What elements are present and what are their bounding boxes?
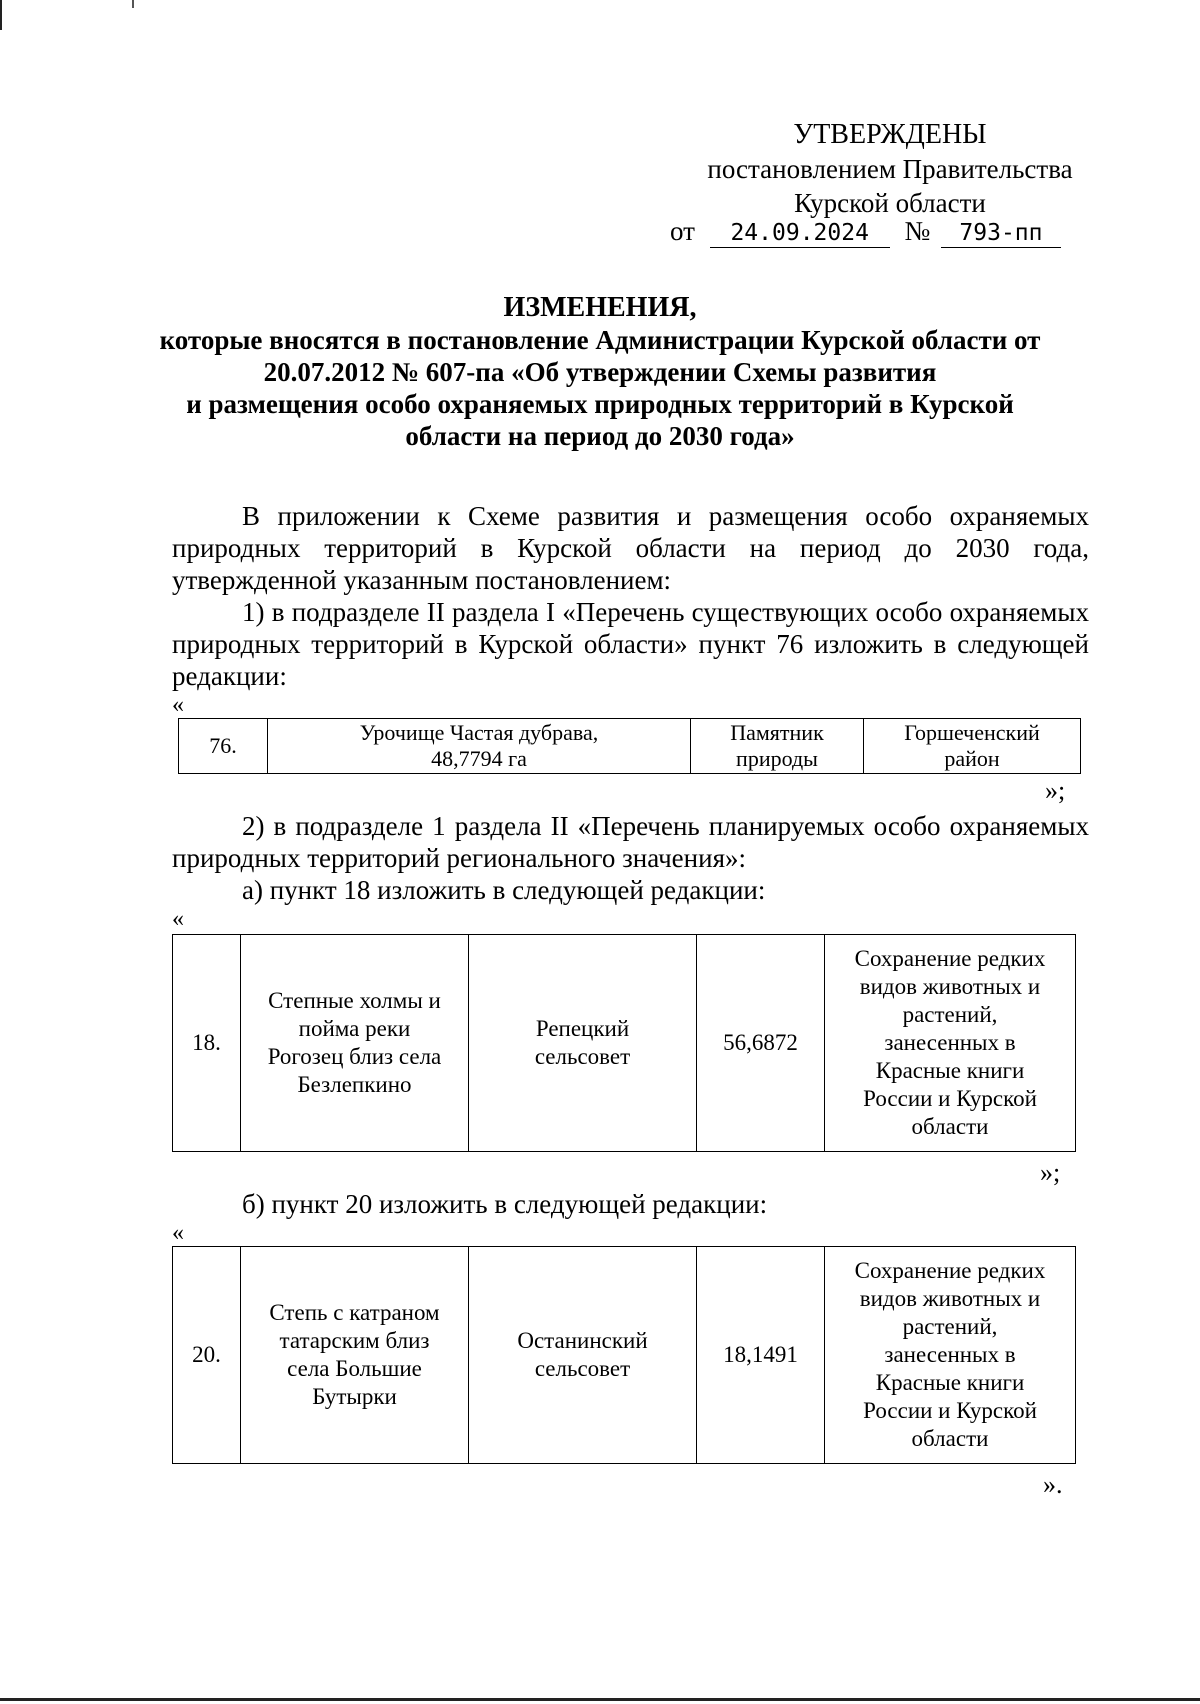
cell-purpose-line: видов животных и	[859, 1286, 1041, 1311]
cell-purpose-line: растений,	[902, 1314, 998, 1339]
cell-purpose-line: России и Курской	[863, 1086, 1037, 1111]
cell-council	[469, 935, 697, 1152]
cell-number: 20.	[173, 1247, 241, 1464]
title-line-4: и размещения особо охраняемых природных территорий в Курской	[186, 389, 1014, 419]
cell-name-line: татарским близ	[279, 1328, 430, 1353]
scan-edge-mark	[0, 0, 2, 30]
open-quote-2: «	[172, 906, 184, 932]
cell-purpose-line: России и Курской	[863, 1398, 1037, 1423]
cell-council-line: Останинский	[517, 1328, 648, 1353]
cell-district-line-2: район	[944, 746, 1000, 771]
intro-paragraph: В приложении к Схеме развития и размещения особо охраняемых природных территорий в Курской области на период до 2030 года, утвержденной указанным постановлением:	[172, 501, 1089, 595]
cell-council	[469, 1247, 697, 1464]
close-quote-final: ».	[1043, 1470, 1063, 1499]
approval-line-2: Курской области	[794, 188, 986, 218]
cell-name-line: Степные холмы и	[268, 988, 441, 1013]
cell-name-line: Безлепкино	[297, 1072, 412, 1097]
item-2a-paragraph: а) пункт 18 изложить в следующей редакции:	[242, 875, 766, 905]
cell-purpose-line: Красные книги	[875, 1058, 1025, 1083]
cell-council-line: Репецкий	[535, 1016, 630, 1041]
cell-area: 56,6872	[697, 935, 825, 1152]
item-1-paragraph: 1) в подразделе II раздела I «Перечень существующих особо охраняемых природных территорий в Курской области» пункт 76 изложить в следующей редакции:	[172, 597, 1089, 691]
cell-purpose-line: Красные книги	[875, 1370, 1025, 1395]
cell-name-line: Рогозец близ села	[267, 1044, 442, 1069]
cell-name-line: села Большие	[287, 1356, 422, 1381]
scan-tick-mark	[132, 0, 134, 8]
title-line-3: 20.07.2012 № 607-па «Об утверждении Схемы развития	[263, 357, 937, 387]
cell-purpose-line: занесенных в	[884, 1030, 1016, 1055]
cell-purpose	[825, 935, 1076, 1152]
title-line-5: области на период до 2030 года»	[405, 421, 795, 451]
cell-number: 76.	[179, 719, 268, 774]
cell-name-line: Степь с катраном	[269, 1300, 440, 1325]
cell-purpose-line: Сохранение редких	[854, 946, 1046, 971]
cell-purpose-line: видов животных и	[859, 974, 1041, 999]
item-2-paragraph: 2) в подразделе 1 раздела II «Перечень планируемых особо охраняемых природных территорий регионального значения»:	[172, 811, 1089, 873]
cell-district-line-1: Горшеченский	[904, 720, 1040, 745]
cell-name	[241, 935, 469, 1152]
cell-purpose-line: занесенных в	[884, 1342, 1016, 1367]
cell-council-line: сельсовет	[534, 1044, 631, 1069]
table-item-76	[178, 718, 1081, 774]
number-prefix: №	[904, 216, 931, 246]
approval-line-1: постановлением Правительства	[707, 154, 1073, 184]
cell-number: 18.	[173, 935, 241, 1152]
cell-name-line-2: 48,7794 га	[431, 746, 527, 771]
table-row	[179, 719, 1081, 774]
document-title	[150, 292, 1050, 452]
table-item-18	[172, 934, 1076, 1152]
approval-number: 793-пп	[941, 219, 1061, 248]
cell-purpose-line: области	[911, 1426, 989, 1451]
cell-district	[864, 719, 1081, 774]
cell-category-line-1: Памятник	[730, 720, 824, 745]
approval-heading: УТВЕРЖДЕНЫ	[793, 119, 987, 150]
cell-purpose	[825, 1247, 1076, 1464]
cell-name-line-1: Урочище Частая дубрава,	[359, 720, 599, 745]
cell-name	[241, 1247, 469, 1464]
cell-purpose-line: растений,	[902, 1002, 998, 1027]
date-prefix: от	[670, 216, 695, 246]
cell-purpose-line: области	[911, 1114, 989, 1139]
table-row	[173, 935, 1076, 1152]
approval-stamp	[670, 118, 1110, 220]
cell-category	[691, 719, 864, 774]
close-quote-2: »;	[1040, 1158, 1061, 1187]
table-row	[173, 1247, 1076, 1464]
cell-area: 18,1491	[697, 1247, 825, 1464]
close-quote-1: »;	[1045, 776, 1066, 805]
item-2b-paragraph: б) пункт 20 изложить в следующей редакции:	[242, 1189, 768, 1219]
open-quote-1: «	[172, 692, 184, 718]
cell-purpose-line: Сохранение редких	[854, 1258, 1046, 1283]
title-line-2: которые вносятся в постановление Администрации Курской области от	[159, 325, 1041, 355]
approval-date: 24.09.2024	[710, 219, 890, 248]
scan-bottom-edge	[0, 1698, 1200, 1701]
title-line-1: ИЗМЕНЕНИЯ,	[503, 292, 697, 323]
cell-name-line: Бутырки	[312, 1384, 397, 1409]
cell-category-line-2: природы	[736, 746, 818, 771]
table-item-20	[172, 1246, 1076, 1464]
approval-date-line	[670, 216, 1061, 248]
cell-name	[268, 719, 691, 774]
cell-name-line: пойма реки	[298, 1016, 411, 1041]
cell-council-line: сельсовет	[534, 1356, 631, 1381]
open-quote-3: «	[172, 1220, 184, 1246]
